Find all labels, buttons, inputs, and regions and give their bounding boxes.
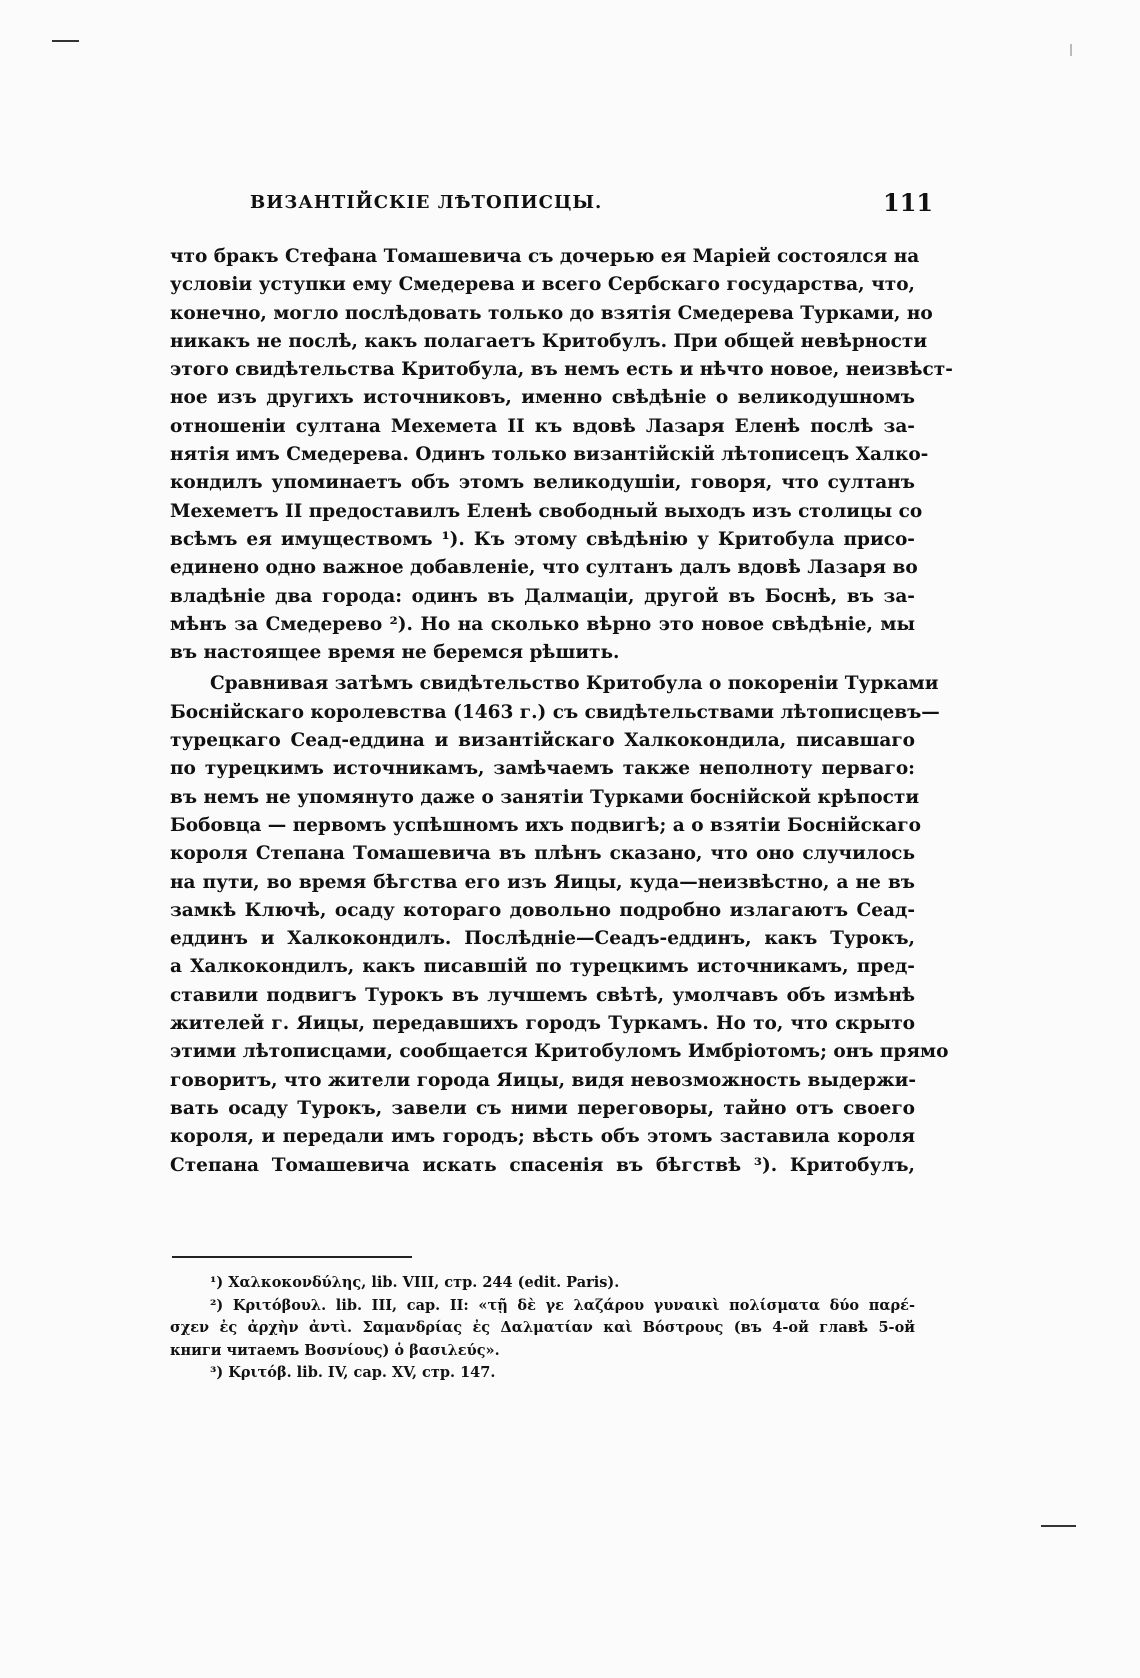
body-line: замкѣ Ключѣ, осаду котораго довольно подробно излагаютъ Сеад- [170,899,915,921]
body-line: говоритъ, что жители города Яицы, видя невозможность выдержи- [170,1069,917,1091]
body-line: на пути, во время бѣгства его изъ Яицы, куда—неизвѣстно, а не въ [170,871,915,893]
body-line: нятія имъ Смедерева. Одинъ только византійскій лѣтописецъ Халко- [170,444,929,466]
body-line: Степана Томашевича искать спасенія въ бѣгствѣ ³). Критобулъ, [170,1154,915,1176]
body-line: въ настоящее время не беремся рѣшить. [170,642,620,664]
body-line: ставили подвигъ Турокъ въ лучшемъ свѣтѣ, умолчавъ объ измѣнѣ [170,984,915,1006]
body-text [170,243,953,1180]
body-line: еддинъ и Халкокондилъ. Послѣдніе—Сеадъ-еддинъ, какъ Турокъ, [170,928,915,950]
body-line: короля Степана Томашевича въ плѣнъ сказано, что оно случилось [170,843,915,865]
body-line: этими лѣтописцами, сообщается Критобуломъ Имбріотомъ; онъ прямо [170,1041,949,1063]
body-line: единено одно важное добавленіе, что султанъ далъ вдовѣ Лазаря во [170,557,918,579]
body-line: отношеніи султана Мехемета II къ вдовѣ Лазаря Еленѣ послѣ за- [170,415,915,437]
footnote-line: σχεν ἐς ἀρχὴν ἀντὶ. Σαμανδρίας ἐς Δαλματίαν καὶ Βόστρους (въ 4-ой главѣ 5-ой [170,1319,915,1336]
scan-edge-mark-bottom [1041,1525,1076,1527]
body-line: никакъ не послѣ, какъ полагаетъ Критобулъ. При общей невѣрности [170,330,928,352]
body-line: турецкаго Сеад-еддина и византійскаго Халкокондила, писавшаго [170,730,915,752]
footnote-line: книги читаемъ Βοσνίους) ὁ βασιλεύς». [170,1341,500,1359]
footnote-line: ³) Κριτόβ. lib. IV, cap. XV, стр. 147. [210,1364,496,1381]
body-line: конечно, могло послѣдовать только до взятія Смедерева Турками, но [170,302,933,324]
body-line: кондилъ упоминаетъ объ этомъ великодушіи, говоря, что султанъ [170,472,915,494]
body-line: этого свидѣтельства Критобула, въ немъ есть и нѣчто новое, неизвѣст- [170,359,953,381]
body-line: Боснійскаго королевства (1463 г.) съ свидѣтельствами лѣтописцевъ— [170,701,940,723]
body-line: Бобовца — первомъ успѣшномъ ихъ подвигѣ; а о взятіи Боснійскаго [170,814,921,836]
body-line: владѣніе два города: одинъ въ Далмаціи, другой въ Боснѣ, въ за- [170,585,915,607]
body-line: въ немъ не упомянуто даже о занятіи Турками боснійской крѣпости [170,786,920,808]
running-head-title: ВИЗАНТІЙСКІЕ ЛѢТОПИСЦЫ. [250,192,603,213]
footnote-line: ¹) Χαλκοκονδύλης, lib. VIII, стр. 244 (edit. Paris). [210,1274,620,1291]
footnote-divider [172,1256,412,1258]
body-line: мѣнъ за Смедерево ²). Но на сколько вѣрно это новое свѣдѣніе, мы [170,613,915,635]
footnote-line: ²) Κριτόβουλ. lib. III, cap. II: «τῇ δὲ γε λαζάρου γυναικὶ πολίσματα δύο παρέ- [210,1296,915,1314]
body-line: жителей г. Яицы, передавшихъ городъ Туркамъ. Но то, что скрыто [170,1013,915,1035]
body-line: Мехеметъ II предоставилъ Еленѣ свободный выходъ изъ столицы со [170,500,923,522]
footnotes [170,1272,915,1385]
body-line: что бракъ Стефана Томашевича съ дочерью ея Маріей состоялся на [170,246,920,267]
body-line: ное изъ другихъ источниковъ, именно свѣдѣніе о великодушномъ [170,387,915,409]
body-line: условіи уступки ему Смедерева и всего Сербскаго государства, что, [170,274,915,296]
page-number: 111 [883,188,934,217]
scan-edge-mark-right [1070,44,1072,56]
body-line: всѣмъ ея имуществомъ ¹). Къ этому свѣдѣнію у Критобула присо- [170,528,915,550]
body-line: Сравнивая затѣмъ свидѣтельство Критобула о покореніи Турками [210,673,939,695]
body-line: короля, и передали имъ городъ; вѣсть объ этомъ заставила короля [170,1126,915,1148]
body-line: вать осаду Турокъ, завели съ ними переговоры, тайно отъ своего [170,1097,915,1119]
scan-edge-mark-top [52,40,79,42]
body-line: по турецкимъ источникамъ, замѣчаемъ также неполноту перваго: [170,758,915,780]
body-line: а Халкокондилъ, какъ писавшій по турецкимъ источникамъ, пред- [170,956,915,978]
